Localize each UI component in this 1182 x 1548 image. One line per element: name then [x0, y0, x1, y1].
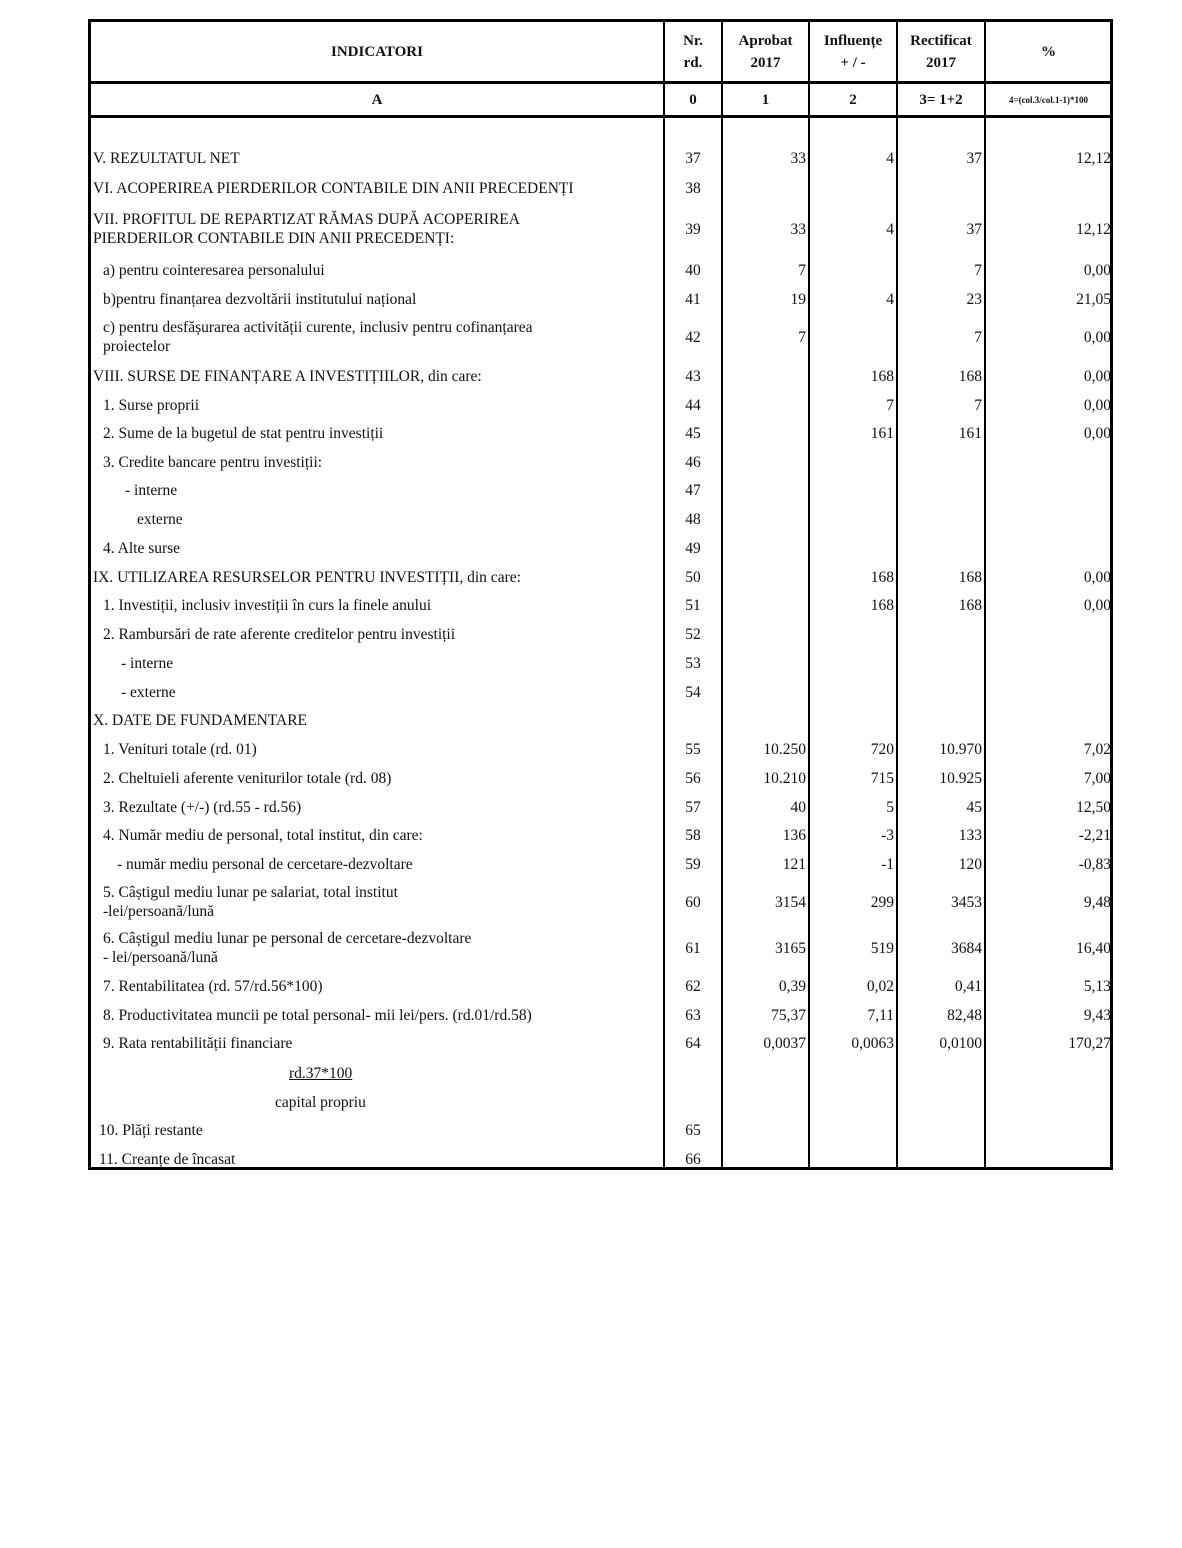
value-aprobat	[723, 680, 806, 704]
row-label: - număr mediu personal de cercetare-dezvoltare	[117, 855, 413, 873]
row-label: 6. Câștigul mediu lunar pe personal de cercetare-dezvoltare - lei/persoană/lună	[103, 930, 472, 966]
row-label: 5. Câștigul mediu lunar pe salariat, total institut -lei/persoană/lună	[103, 884, 398, 920]
value-percent: 12,50	[1076, 798, 1111, 816]
subheader-col2: 2	[849, 91, 857, 108]
value-percent	[986, 680, 1111, 704]
value-rectificat: 120	[958, 855, 982, 873]
table-row	[91, 421, 1110, 445]
value-percent: 7,00	[1083, 769, 1111, 787]
value-rectificat	[898, 478, 982, 502]
value-influente: 4	[886, 149, 894, 167]
value-rectificat	[898, 680, 982, 704]
table-row	[91, 823, 1110, 847]
value-percent	[986, 1147, 1111, 1171]
row-label: 8. Productivitatea muncii pe total personal- mii lei/pers. (rd.01/rd.58)	[103, 1006, 532, 1024]
value-percent: 0,00	[1083, 596, 1111, 614]
row-number: 53	[685, 654, 701, 672]
value-percent	[986, 450, 1111, 474]
row-label: 9. Rata rentabilității financiare	[103, 1034, 293, 1052]
value-rectificat	[898, 1147, 982, 1171]
row-label: 1. Venituri totale (rd. 01)	[103, 740, 257, 758]
value-percent: 0,00	[1083, 328, 1111, 346]
budget-table	[88, 19, 1113, 1170]
value-influente: 720	[870, 740, 894, 758]
value-rectificat	[898, 622, 982, 646]
value-percent: 12,12	[1076, 149, 1111, 167]
row-number: 38	[685, 179, 701, 197]
row-number: 64	[685, 1034, 701, 1052]
value-rectificat: 82,48	[947, 1006, 982, 1024]
row-label: c) pentru desfășurarea activității curente, inclusiv pentru cofinanțarea proiectelor	[103, 319, 533, 355]
value-percent: -0,83	[1078, 855, 1111, 873]
value-influente: 7,11	[867, 1006, 894, 1024]
value-rectificat: 168	[958, 568, 982, 586]
row-label: 2. Rambursări de rate aferente creditelor pentru investiții	[103, 625, 456, 643]
value-aprobat	[723, 364, 806, 388]
row-number: 55	[685, 740, 701, 758]
row-number: 66	[685, 1150, 701, 1168]
value-percent	[986, 176, 1111, 200]
value-percent: 9,43	[1083, 1006, 1111, 1024]
row-label: 3. Rezultate (+/-) (rd.55 - rd.56)	[103, 798, 302, 816]
row-label: 10. Plăți restante	[99, 1121, 203, 1139]
value-rectificat: 3684	[951, 939, 982, 957]
value-aprobat	[723, 565, 806, 589]
row-number: 56	[685, 769, 701, 787]
value-percent	[986, 478, 1111, 502]
value-percent: 170,27	[1068, 1034, 1111, 1052]
value-influente	[810, 478, 894, 502]
value-rectificat: 168	[958, 367, 982, 385]
row-label: - interne	[125, 481, 178, 499]
value-influente	[810, 536, 894, 560]
table-row	[91, 1147, 1110, 1171]
header-influente: Influențe + / -	[823, 32, 883, 71]
value-aprobat: 0,0037	[763, 1034, 806, 1052]
row-label: 1. Surse proprii	[103, 396, 200, 414]
table-row	[91, 622, 1110, 646]
value-influente: -1	[881, 855, 894, 873]
row-number: 58	[685, 826, 701, 844]
table-row	[91, 795, 1110, 819]
value-percent: 16,40	[1076, 939, 1111, 957]
row-number: 40	[685, 261, 701, 279]
subheader-a: A	[371, 91, 383, 108]
value-percent	[986, 708, 1111, 732]
value-percent: -2,21	[1078, 826, 1111, 844]
row-number: 44	[685, 396, 701, 414]
row-number: 57	[685, 798, 701, 816]
value-influente	[810, 507, 894, 531]
row-label: VI. ACOPERIREA PIERDERILOR CONTABILE DIN ANII PRECEDENȚI	[93, 179, 574, 197]
value-rectificat	[898, 507, 982, 531]
value-aprobat: 121	[782, 855, 806, 873]
table-row	[91, 507, 1110, 531]
table-row	[91, 176, 1110, 200]
row-number: 47	[685, 481, 701, 499]
row-number: 43	[685, 367, 701, 385]
row-number: 61	[685, 939, 701, 957]
table-row	[91, 315, 1110, 359]
value-influente	[810, 1118, 894, 1142]
value-rectificat	[898, 1118, 982, 1142]
value-percent	[986, 507, 1111, 531]
value-aprobat	[723, 536, 806, 560]
value-influente	[810, 258, 894, 282]
value-percent	[986, 536, 1111, 560]
fraction-numerator: rd.37*100	[289, 1065, 353, 1082]
value-percent: 0,00	[1083, 261, 1111, 279]
value-aprobat	[723, 651, 806, 675]
row-label: 3. Credite bancare pentru investiții:	[103, 453, 323, 471]
value-influente	[810, 176, 894, 200]
table-row	[91, 478, 1110, 502]
table-row	[91, 450, 1110, 474]
value-influente: 161	[870, 424, 894, 442]
value-percent: 12,12	[1076, 220, 1111, 238]
table-body	[91, 22, 1110, 1167]
value-rectificat: 7	[974, 261, 982, 279]
value-percent	[986, 651, 1111, 675]
header-indicatori: INDICATORI	[331, 43, 423, 60]
row-number	[665, 708, 721, 732]
value-rectificat: 161	[958, 424, 982, 442]
value-influente	[810, 622, 894, 646]
value-rectificat	[898, 651, 982, 675]
row-number: 54	[685, 683, 701, 701]
table-row	[91, 880, 1110, 924]
value-rectificat	[898, 450, 982, 474]
table-row	[91, 852, 1110, 876]
value-rectificat: 7	[974, 328, 982, 346]
table-row	[91, 737, 1110, 761]
value-influente	[810, 315, 894, 359]
row-label: V. REZULTATUL NET	[93, 149, 240, 167]
value-aprobat	[723, 1118, 806, 1142]
value-influente: 168	[870, 596, 894, 614]
row-number: 45	[685, 424, 701, 442]
table-row	[91, 393, 1110, 417]
value-aprobat: 40	[790, 798, 806, 816]
value-aprobat	[723, 593, 806, 617]
table-row	[91, 680, 1110, 704]
header-aprobat: Aprobat 2017	[738, 32, 793, 71]
row-label: externe	[137, 510, 183, 528]
value-percent: 0,00	[1083, 367, 1111, 385]
table-row	[91, 974, 1110, 998]
value-aprobat	[723, 622, 806, 646]
value-rectificat: 133	[958, 826, 982, 844]
row-label: 11. Creanțe de încasat	[99, 1150, 236, 1168]
value-percent: 9,48	[1083, 893, 1111, 911]
subheader-col1: 1	[761, 91, 770, 108]
table-row	[91, 258, 1110, 282]
value-rectificat: 7	[974, 396, 982, 414]
value-aprobat	[723, 708, 806, 732]
value-influente	[810, 450, 894, 474]
row-label: 2. Sume de la bugetul de stat pentru investiții	[103, 424, 384, 442]
header-percent: %	[1041, 43, 1056, 60]
table-row	[91, 146, 1110, 170]
row-number: 42	[685, 328, 701, 346]
value-aprobat: 75,37	[771, 1006, 806, 1024]
subheader-col3: 3= 1+2	[919, 91, 963, 108]
header-rectificat: Rectificat 2017	[910, 32, 972, 71]
value-influente: 299	[870, 893, 894, 911]
value-rectificat	[898, 536, 982, 560]
value-influente	[810, 1147, 894, 1171]
value-aprobat	[723, 176, 806, 200]
value-aprobat: 33	[790, 149, 806, 167]
row-label: VIII. SURSE DE FINANȚARE A INVESTIȚIILOR, din care:	[93, 367, 482, 385]
value-rectificat: 37	[966, 149, 982, 167]
value-influente: 5	[886, 798, 894, 816]
table-row	[91, 287, 1110, 311]
value-percent: 21,05	[1076, 290, 1111, 308]
value-rectificat: 0,41	[954, 977, 982, 995]
table-row	[91, 926, 1110, 970]
value-aprobat: 136	[782, 826, 806, 844]
row-number: 39	[685, 220, 701, 238]
value-influente: 168	[870, 367, 894, 385]
subheader-col0: 0	[689, 91, 697, 108]
value-percent: 0,00	[1083, 424, 1111, 442]
value-aprobat: 3165	[775, 939, 806, 957]
value-influente: 0,02	[866, 977, 894, 995]
row-number: 46	[685, 453, 701, 471]
value-rectificat	[898, 708, 982, 732]
table-row	[91, 593, 1110, 617]
row-number: 59	[685, 855, 701, 873]
row-label: 2. Cheltuieli aferente veniturilor totale (rd. 08)	[103, 769, 392, 787]
row-number: 63	[685, 1006, 701, 1024]
row-label: VII. PROFITUL DE REPARTIZAT RĂMAS DUPĂ ACOPERIREA PIERDERILOR CONTABILE DIN ANII PRECEDENȚI:	[93, 211, 520, 247]
row-number: 41	[685, 290, 701, 308]
value-aprobat: 19	[790, 290, 806, 308]
value-influente: 7	[886, 396, 894, 414]
value-rectificat	[898, 176, 982, 200]
value-percent: 5,13	[1083, 977, 1111, 995]
row-number: 50	[685, 568, 701, 586]
value-influente: 168	[870, 568, 894, 586]
value-influente	[810, 680, 894, 704]
value-percent	[986, 1118, 1111, 1142]
row-number: 37	[685, 149, 701, 167]
value-influente	[810, 651, 894, 675]
row-number: 51	[685, 596, 701, 614]
value-rectificat: 0,0100	[939, 1034, 982, 1052]
subheader-col4: 4=(col.3/col.1-1)*100	[1008, 94, 1089, 105]
value-rectificat: 168	[958, 596, 982, 614]
value-aprobat: 7	[798, 261, 806, 279]
value-rectificat: 10.925	[939, 769, 982, 787]
row-number: 48	[685, 510, 701, 528]
table-row	[91, 1118, 1110, 1142]
fraction-denominator: capital propriu	[275, 1094, 366, 1111]
value-percent	[986, 622, 1111, 646]
value-influente: 4	[886, 290, 894, 308]
row-number: 60	[685, 893, 701, 911]
table-row	[91, 207, 1110, 251]
table-row	[91, 1031, 1110, 1055]
value-percent: 0,00	[1083, 568, 1111, 586]
table-row	[91, 364, 1110, 388]
row-label: 4. Alte surse	[103, 539, 181, 557]
value-aprobat: 3154	[775, 893, 806, 911]
row-label: b)pentru finanțarea dezvoltării institutului național	[103, 290, 417, 308]
value-aprobat: 7	[798, 328, 806, 346]
row-label: X. DATE DE FUNDAMENTARE	[93, 711, 308, 729]
value-influente	[810, 708, 894, 732]
row-number: 62	[685, 977, 701, 995]
value-aprobat	[723, 507, 806, 531]
value-influente: 0,0063	[851, 1034, 894, 1052]
row-label: - interne	[121, 654, 174, 672]
value-rectificat: 45	[966, 798, 982, 816]
row-label: 4. Număr mediu de personal, total institut, din care:	[103, 826, 423, 844]
value-aprobat	[723, 393, 806, 417]
value-aprobat	[723, 450, 806, 474]
value-aprobat	[723, 1147, 806, 1171]
value-percent: 0,00	[1083, 396, 1111, 414]
table-row	[91, 651, 1110, 675]
value-influente: 715	[870, 769, 894, 787]
table-row	[91, 766, 1110, 790]
row-label: - externe	[121, 683, 176, 701]
value-aprobat	[723, 478, 806, 502]
row-label: 1. Investiții, inclusiv investiții în curs la finele anului	[103, 596, 432, 614]
table-row	[91, 708, 1110, 732]
row-number: 52	[685, 625, 701, 643]
row-number: 49	[685, 539, 701, 557]
value-rectificat: 10.970	[939, 740, 982, 758]
value-aprobat: 10.250	[763, 740, 806, 758]
row-label: 7. Rentabilitatea (rd. 57/rd.56*100)	[103, 977, 323, 995]
table-row	[91, 565, 1110, 589]
value-influente: 519	[870, 939, 894, 957]
value-aprobat: 0,39	[778, 977, 806, 995]
value-rectificat: 3453	[951, 893, 982, 911]
value-rectificat: 37	[966, 220, 982, 238]
value-percent: 7,02	[1083, 740, 1111, 758]
table-row	[91, 1003, 1110, 1027]
row-label: IX. UTILIZAREA RESURSELOR PENTRU INVESTIȚII, din care:	[93, 568, 521, 586]
value-aprobat	[723, 421, 806, 445]
header-nr-rd: Nr. rd.	[683, 32, 703, 71]
value-influente: -3	[881, 826, 894, 844]
row-number: 65	[685, 1121, 701, 1139]
table-row	[91, 536, 1110, 560]
value-influente: 4	[886, 220, 894, 238]
value-rectificat: 23	[966, 290, 982, 308]
row-label: a) pentru cointeresarea personalului	[103, 261, 325, 279]
value-aprobat: 33	[790, 220, 806, 238]
value-aprobat: 10.210	[763, 769, 806, 787]
